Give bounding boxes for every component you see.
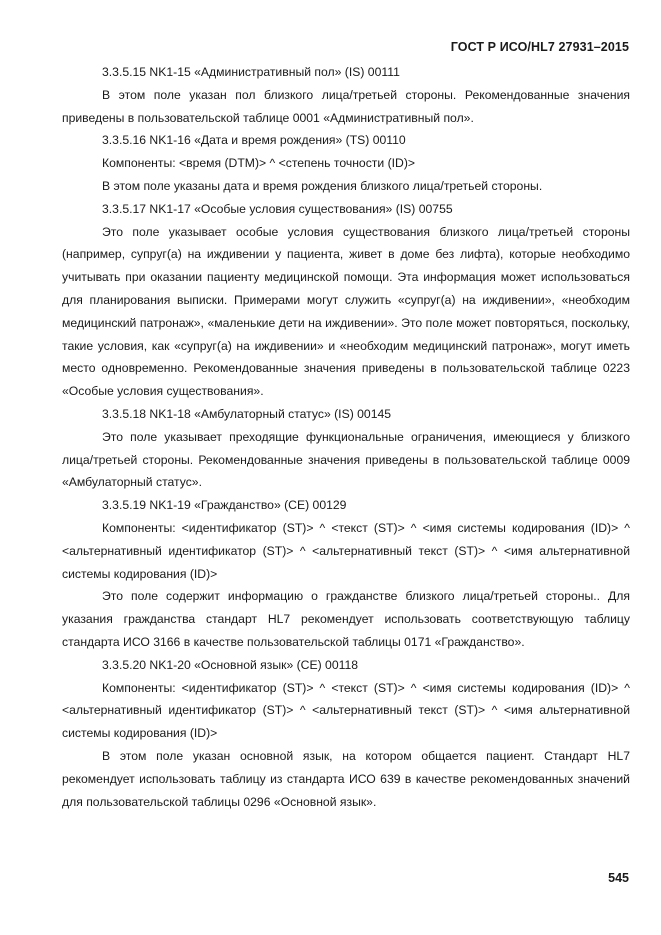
paragraph: Это поле указывает особые условия существования близкого лица/третьей стороны (например, супруг(а) на иждивении у пациента, живет в доме без лифта), которые необходимо учитывать при оказании пациенту медицинской помощи. Эта информация может использоваться для планирования выписки. Примерами могут служить «супруг(а) на иждивении», «необходим медицинский патронаж», «маленькие дети на иждивении». Это поле может повторяться, поскольку, такие условия, как «супруг(а) на иждивении» и «необходим медицинский патронаж», могут иметь место одновременно. Рекомендованные значения приведены в пользовательской таблице 0223 «Особые условия существования». bbox=[62, 224, 630, 399]
document-body bbox=[62, 61, 630, 813]
paragraph: В этом поле указаны дата и время рождения близкого лица/третьей стороны. bbox=[102, 178, 543, 193]
section-heading-nk1-19: 3.3.5.19 NK1-19 «Гражданство» (CE) 00129 bbox=[102, 498, 347, 513]
section-heading-nk1-17: 3.3.5.17 NK1-17 «Особые условия существования» (IS) 00755 bbox=[102, 201, 453, 216]
document-header: ГОСТ Р ИСО/HL7 27931–2015 bbox=[450, 40, 629, 54]
paragraph: Это поле указывает преходящие функциональные ограничения, имеющиеся у близкого лица/третьей стороны. Рекомендованные значения приведены в пользовательской таблице 0009 «Амбулаторный статус». bbox=[62, 429, 630, 490]
section-heading-nk1-16: 3.3.5.16 NK1-16 «Дата и время рождения» (TS) 00110 bbox=[102, 133, 406, 148]
paragraph-components: Компоненты: <время (DTM)> ^ <степень точности (ID)> bbox=[102, 156, 416, 171]
section-heading-nk1-18: 3.3.5.18 NK1-18 «Амбулаторный статус» (IS) 00145 bbox=[102, 406, 392, 421]
section-heading-nk1-20: 3.3.5.20 NK1-20 «Основной язык» (CE) 00118 bbox=[102, 657, 359, 672]
page-number: 545 bbox=[608, 871, 629, 885]
paragraph: Это поле содержит информацию о гражданстве близкого лица/третьей стороны.. Для указания гражданства стандарт HL7 рекомендует использовать соответствующую таблицу стандарта ИСО 3166 в качестве пользовательской таблицы 0171 «Гражданство». bbox=[62, 589, 630, 649]
paragraph: В этом поле указан основной язык, на котором общается пациент. Стандарт HL7 рекомендует использовать таблицу из стандарта ИСО 639 в качестве рекомендованных значений для пользовательской таблицы 0296 «Основной язык». bbox=[62, 748, 630, 809]
paragraph-components: Компоненты: <идентификатор (ST)> ^ <текст (ST)> ^ <имя системы кодирования (ID)> ^ <альтернативный идентификатор (ST)> ^ <альтернативный текст (ST)> ^ <имя альтернативной системы кодирования (ID)> bbox=[62, 680, 630, 741]
paragraph-components: Компоненты: <идентификатор (ST)> ^ <текст (ST)> ^ <имя системы кодирования (ID)> ^ <альтернативный идентификатор (ST)> ^ <альтернативный текст (ST)> ^ <имя альтернативной системы кодирования (ID)> bbox=[62, 520, 630, 581]
paragraph: В этом поле указан пол близкого лица/третьей стороны. Рекомендованные значения приведены в пользовательской таблице 0001 «Административный пол». bbox=[62, 87, 630, 125]
section-heading-nk1-15: 3.3.5.15 NK1-15 «Административный пол» (IS) 00111 bbox=[102, 65, 400, 79]
